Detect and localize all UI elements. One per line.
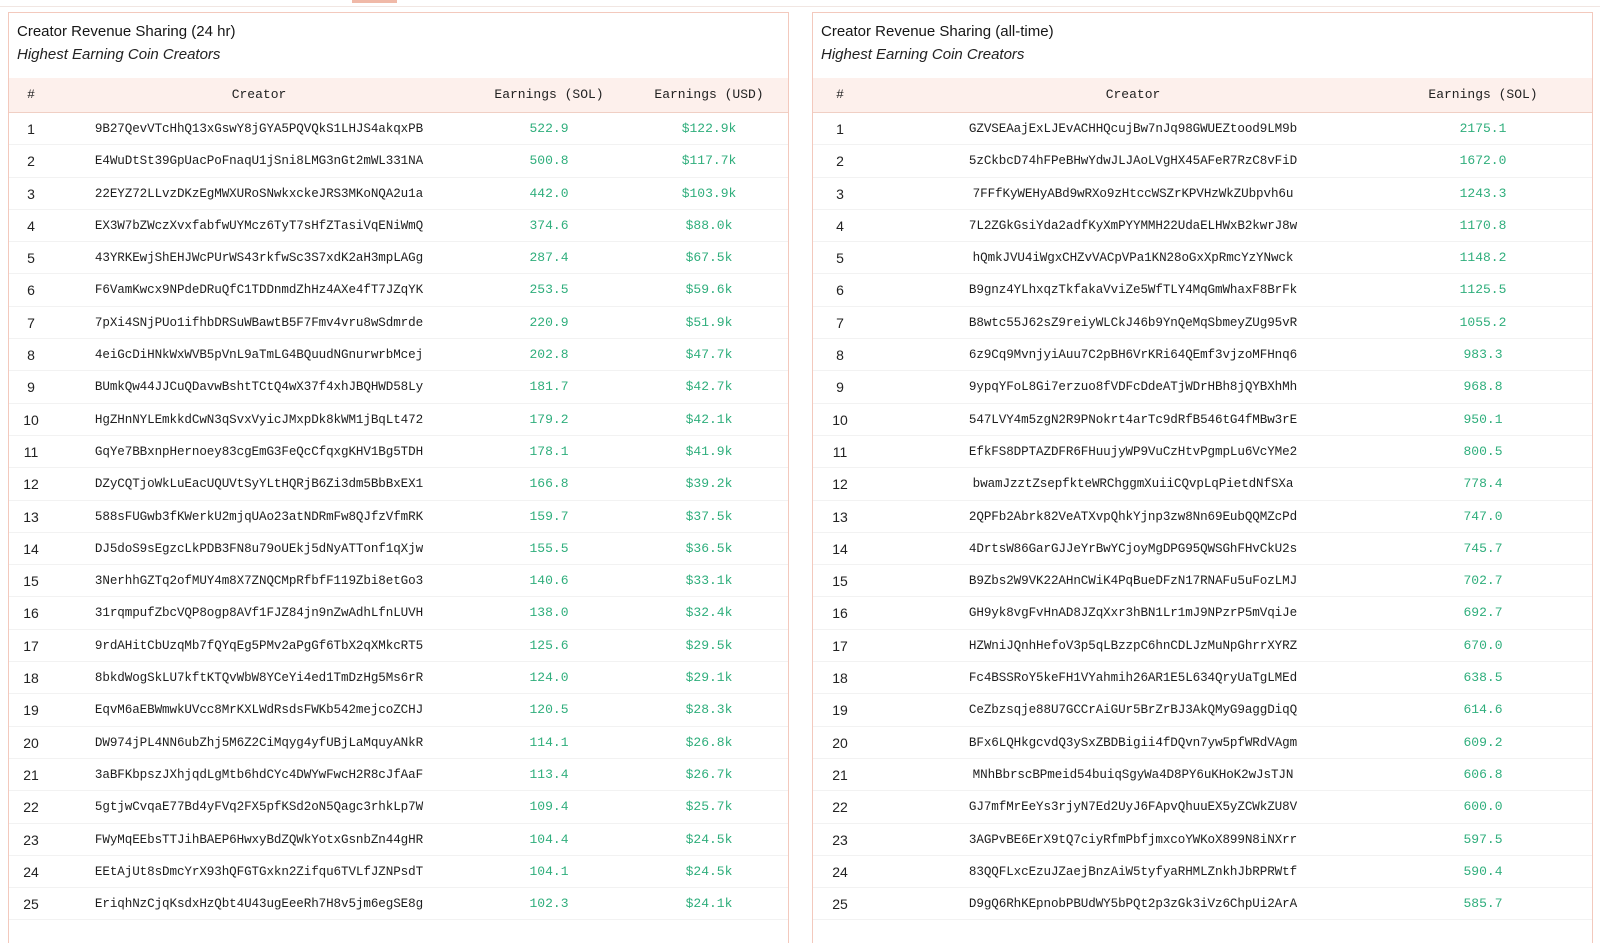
rank-cell: 3 xyxy=(836,185,844,202)
table-row[interactable] xyxy=(813,468,1592,500)
earnings-usd-cell: $29.1k xyxy=(685,670,733,686)
rank-cell: 11 xyxy=(23,443,39,460)
table-header xyxy=(9,78,788,113)
rank-cell: 17 xyxy=(832,637,848,654)
table-row[interactable] xyxy=(9,274,788,306)
earnings-sol-cell: 113.4 xyxy=(529,766,569,782)
earnings-sol-cell: 179.2 xyxy=(529,411,569,427)
creator-address-cell[interactable]: 588sFUGwb3fKWerkU2mjqUAo23atNDRmFw8QJfzVfmRK xyxy=(94,509,424,524)
table-row[interactable] xyxy=(9,856,788,888)
table-row[interactable] xyxy=(813,888,1592,920)
rank-cell: 2 xyxy=(836,153,844,170)
creator-address-cell[interactable]: GH9yk8vgFvHnAD8JZqXxr3hBN1Lr1mJ9NPzrP5mVqiJe xyxy=(968,606,1298,621)
rank-cell: 14 xyxy=(23,540,39,557)
table-row[interactable] xyxy=(813,824,1592,856)
table-row[interactable] xyxy=(813,274,1592,306)
table-row[interactable] xyxy=(813,856,1592,888)
rank-cell: 5 xyxy=(27,250,35,267)
earnings-usd-cell: $59.6k xyxy=(685,282,733,298)
rank-cell: 1 xyxy=(27,121,35,137)
table-row[interactable] xyxy=(813,662,1592,694)
creator-address-cell[interactable]: GZVSEAajExLJEvACHHQcujBw7nJq98GWUEZtood9LM9b xyxy=(968,122,1298,136)
rank-cell: 3 xyxy=(27,185,35,202)
earnings-usd-cell: $51.9k xyxy=(685,314,733,330)
rank-cell: 10 xyxy=(832,411,848,428)
panel-subtitle: Highest Earning Coin Creators xyxy=(17,46,221,63)
table-row[interactable] xyxy=(9,371,788,403)
creator-address-cell[interactable]: B9Zbs2W9VK22AHnCWiK4PqBueDFzN17RNAFu5uFozLMJ xyxy=(968,574,1298,589)
table-row[interactable] xyxy=(9,307,788,339)
table-row[interactable] xyxy=(9,533,788,565)
earnings-sol-cell: 104.1 xyxy=(529,863,569,879)
table-row[interactable] xyxy=(813,597,1592,629)
creator-address-cell[interactable]: bwamJzztZsepfkteWRChggmXuiiCQvpLqPietdNfSXa xyxy=(972,477,1294,492)
earnings-sol-cell: 585.7 xyxy=(1463,896,1503,912)
table-row[interactable] xyxy=(813,339,1592,371)
earnings-usd-cell: $28.3k xyxy=(685,702,733,718)
creator-address-cell[interactable]: FWyMqEEbsTTJihBAEP6HwxyBdZQWkYotxGsnbZn44gHR xyxy=(94,832,424,847)
earnings-usd-cell: $26.8k xyxy=(685,734,733,750)
earnings-sol-cell: 120.5 xyxy=(529,702,569,718)
table-row[interactable] xyxy=(9,662,788,694)
earnings-sol-cell: 614.6 xyxy=(1463,702,1503,718)
rank-cell: 4 xyxy=(27,217,35,234)
earnings-sol-cell: 140.6 xyxy=(529,573,569,589)
table-row[interactable] xyxy=(9,888,788,920)
rank-cell: 25 xyxy=(23,896,39,913)
creator-address-cell[interactable]: 5zCkbcD74hFPeBHwYdwJLJAoLVgHX45AFeR7RzC8vFiD xyxy=(968,154,1298,169)
table-row[interactable] xyxy=(9,694,788,726)
table-row[interactable] xyxy=(813,178,1592,210)
rank-cell: 23 xyxy=(23,831,39,848)
rank-cell: 24 xyxy=(23,863,39,880)
earnings-sol-cell: 114.1 xyxy=(529,734,569,750)
table-row[interactable] xyxy=(813,210,1592,242)
creator-address-cell[interactable]: 4DrtsW86GarGJJeYrBwYCjoyMgDPG95QWSGhFHvCkU2s xyxy=(968,541,1298,556)
rank-cell: 2 xyxy=(27,153,35,170)
creator-address-cell[interactable]: 3AGPvBE6ErX9tQ7ciyRfmPbfjmxcoYWKoX899N8iNXrr xyxy=(968,832,1298,847)
rank-cell: 7 xyxy=(836,314,844,331)
creator-address-cell[interactable]: DZyCQTjoWkLuEacUQUVtSyYLtHQRjB6Zi3dm5BbBxEX1 xyxy=(94,477,424,492)
rank-cell: 15 xyxy=(832,573,848,590)
earnings-usd-cell: $26.7k xyxy=(685,766,733,782)
rank-cell: 4 xyxy=(836,217,844,234)
table-row[interactable] xyxy=(813,565,1592,597)
creator-address-cell[interactable]: MNhBbrscBPmeid54buiqSgyWa4D8PY6uKHoK2wJsTJN xyxy=(972,767,1294,782)
rank-cell: 20 xyxy=(23,734,39,751)
rank-cell: 14 xyxy=(832,540,848,557)
rank-cell: 6 xyxy=(27,282,35,299)
rank-cell: 22 xyxy=(23,799,39,816)
table-row[interactable] xyxy=(813,630,1592,662)
earnings-sol-cell: 178.1 xyxy=(529,443,569,459)
table-row[interactable] xyxy=(813,371,1592,403)
rank-cell: 21 xyxy=(23,766,39,783)
earnings-sol-cell: 1170.8 xyxy=(1459,217,1507,233)
table-row[interactable] xyxy=(9,145,788,177)
table-row[interactable] xyxy=(9,210,788,242)
earnings-sol-cell: 745.7 xyxy=(1463,540,1503,556)
table-row[interactable] xyxy=(9,113,788,145)
earnings-sol-cell: 202.8 xyxy=(529,347,569,363)
rank-cell: 7 xyxy=(27,314,35,331)
panel-title: Creator Revenue Sharing (all-time) xyxy=(821,23,1054,40)
earnings-sol-cell: 102.3 xyxy=(529,896,569,912)
creator-address-cell[interactable]: D9gQ6RhKEpnobPBUdWY5bPQt2p3zGk3iVz6ChpUi2ArA xyxy=(968,897,1298,912)
earnings-sol-cell: 522.9 xyxy=(529,121,569,136)
creator-address-cell[interactable]: 547LVY4m5zgN2R9PNokrt4arTc9dRfB546tG4fMBw3rE xyxy=(968,412,1298,427)
rank-cell: 20 xyxy=(832,734,848,751)
earnings-sol-cell: 638.5 xyxy=(1463,670,1503,686)
table-row[interactable] xyxy=(9,178,788,210)
column-header-earnings-sol[interactable]: Earnings (SOL) xyxy=(494,87,604,102)
table-row[interactable] xyxy=(9,597,788,629)
earnings-sol-cell: 968.8 xyxy=(1463,379,1503,395)
panel-title: Creator Revenue Sharing (24 hr) xyxy=(17,23,236,40)
earnings-usd-cell: $24.5k xyxy=(685,863,733,879)
earnings-sol-cell: 125.6 xyxy=(529,637,569,653)
creator-address-cell[interactable]: 7FFfKyWEHyABd9wRXo9zHtccWSZrKPVHzWkZUbpvh6u xyxy=(972,186,1294,201)
rank-cell: 8 xyxy=(836,347,844,364)
creator-address-cell[interactable]: F6VamKwcx9NPdeDRuQfC1TDDnmdZhHz4AXe4fT7JZqYK xyxy=(94,283,424,298)
earnings-usd-cell: $42.7k xyxy=(685,379,733,395)
earnings-usd-cell: $103.9k xyxy=(681,185,737,201)
table-row[interactable] xyxy=(813,501,1592,533)
rank-cell: 15 xyxy=(23,573,39,590)
earnings-sol-cell: 609.2 xyxy=(1463,734,1503,750)
earnings-sol-cell: 2175.1 xyxy=(1459,121,1507,136)
creator-address-cell[interactable]: B9gnz4YLhxqzTkfakaVviZe5WfTLY4MqGmWhaxF8BrFk xyxy=(968,283,1298,298)
creator-address-cell[interactable]: 4eiGcDiHNkWxWVB5pVnL9aTmLG4BQuudNGnurwrbMcej xyxy=(94,348,424,363)
creator-address-cell[interactable]: HgZHnNYLEmkkdCwN3qSvxVyicJMxpDk8kWM1jBqLt472 xyxy=(94,412,424,427)
table-row[interactable] xyxy=(9,436,788,468)
rank-cell: 13 xyxy=(832,508,848,525)
top-accent-bar xyxy=(352,0,397,3)
earnings-sol-cell: 590.4 xyxy=(1463,863,1503,879)
creator-address-cell[interactable]: B8wtc55J62sZ9reiyWLCkJ46b9YnQeMqSbmeyZUg95vR xyxy=(968,315,1298,330)
earnings-sol-cell: 109.4 xyxy=(529,799,569,815)
column-header-earnings-sol[interactable]: Earnings (SOL) xyxy=(1428,87,1538,102)
earnings-usd-cell: $29.5k xyxy=(685,637,733,653)
earnings-sol-cell: 1243.3 xyxy=(1459,185,1507,201)
rank-cell: 12 xyxy=(832,476,848,493)
earnings-usd-cell: $47.7k xyxy=(685,347,733,363)
table-body xyxy=(9,113,788,920)
earnings-sol-cell: 124.0 xyxy=(529,670,569,686)
table-row[interactable] xyxy=(9,339,788,371)
table-row[interactable] xyxy=(813,307,1592,339)
earnings-sol-cell: 374.6 xyxy=(529,217,569,233)
earnings-sol-cell: 606.8 xyxy=(1463,766,1503,782)
rank-cell: 23 xyxy=(832,831,848,848)
creator-address-cell[interactable]: 9rdAHitCbUzqMb7fQYqEg5PMv2aPgGf6TbX2qXMkcRT5 xyxy=(94,638,424,653)
creator-address-cell[interactable]: EqvM6aEBWmwkUVcc8MrKXLWdRsdsFWKb542mejcoZCHJ xyxy=(94,703,424,718)
creator-address-cell[interactable]: 22EYZ72LLvzDKzEgMWXURoSNwkxckeJRS3MKoNQA2u1a xyxy=(94,186,424,201)
earnings-usd-cell: $117.7k xyxy=(681,153,737,169)
creator-address-cell[interactable]: GqYe7BBxnpHernoey83cgEmG3FeQcCfqxgKHV1Bg5TDH xyxy=(94,444,424,459)
table-body xyxy=(813,113,1592,920)
creator-address-cell[interactable]: 3NerhhGZTq2ofMUY4m8X7ZNQCMpRfbfF119Zbi8etGo3 xyxy=(94,574,424,589)
rank-cell: 16 xyxy=(832,605,848,622)
earnings-usd-cell: $37.5k xyxy=(685,508,733,524)
creator-address-cell[interactable]: 7L2ZGkGsiYda2adfKyXmPYYMMH22UdaELHWxB2kwrJ8w xyxy=(968,218,1298,233)
table-row[interactable] xyxy=(9,727,788,759)
rank-cell: 6 xyxy=(836,282,844,299)
rank-cell: 24 xyxy=(832,863,848,880)
table-row[interactable] xyxy=(813,791,1592,823)
earnings-usd-cell: $33.1k xyxy=(685,573,733,589)
earnings-usd-cell: $24.1k xyxy=(685,896,733,912)
column-header-creator[interactable]: Creator xyxy=(231,87,287,102)
earnings-usd-cell: $42.1k xyxy=(685,411,733,427)
rank-cell: 25 xyxy=(832,896,848,913)
earnings-sol-cell: 702.7 xyxy=(1463,573,1503,589)
panel-subtitle: Highest Earning Coin Creators xyxy=(821,46,1025,63)
earnings-usd-cell: $32.4k xyxy=(685,605,733,621)
creator-address-cell[interactable]: Fc4BSSRoY5keFH1VYahmih26AR1E5L634QryUaTgLMEd xyxy=(968,671,1298,686)
creator-address-cell[interactable]: EriqhNzCjqKsdxHzQbt4U43ugEeeRh7H8v5jm6egSE8g xyxy=(94,897,424,912)
earnings-sol-cell: 670.0 xyxy=(1463,637,1503,653)
creator-address-cell[interactable]: 2QPFb2Abrk82VeATXvpQhkYjnp3zw8Nn69EubQQMZcPd xyxy=(968,509,1298,524)
creator-address-cell[interactable]: BFx6LQHkgcvdQ3ySxZBDBigii4fDQvn7yw5pfWRdVAgm xyxy=(968,735,1298,750)
rank-cell: 9 xyxy=(836,379,844,396)
rank-cell: 8 xyxy=(27,347,35,364)
earnings-sol-cell: 778.4 xyxy=(1463,476,1503,492)
earnings-sol-cell: 155.5 xyxy=(529,540,569,556)
earnings-usd-cell: $25.7k xyxy=(685,799,733,815)
creator-address-cell[interactable]: 6z9Cq9MvnjyiAuu7C2pBH6VrKRi64QEmf3vjzoMFHnq6 xyxy=(968,348,1298,363)
earnings-sol-cell: 442.0 xyxy=(529,185,569,201)
table-row[interactable] xyxy=(813,694,1592,726)
creator-address-cell[interactable]: EfkFS8DPTAZDFR6FHuujyWP9VuCzHtvPgmpLu6VcYMe2 xyxy=(968,444,1298,459)
panel-creator-revenue-24h xyxy=(8,12,789,943)
table-header xyxy=(813,78,1592,113)
earnings-sol-cell: 800.5 xyxy=(1463,443,1503,459)
creator-address-cell[interactable]: HZWniJQnhHefoV3p5qLBzzpC6hnCDLJzMuNpGhrrXYRZ xyxy=(968,638,1298,653)
creator-address-cell[interactable]: hQmkJVU4iWgxCHZvVACpVPa1KN28oGxXpRmcYzYNwck xyxy=(972,251,1294,266)
table-row[interactable] xyxy=(813,533,1592,565)
rank-cell: 12 xyxy=(23,476,39,493)
earnings-sol-cell: 166.8 xyxy=(529,476,569,492)
column-header-earnings-usd[interactable]: Earnings (USD) xyxy=(654,87,764,102)
creator-address-cell[interactable]: 83QQFLxcEzuJZaejBnzAiW5tyfyaRHMLZnkhJbRPRWtf xyxy=(968,864,1298,879)
table-row[interactable] xyxy=(9,242,788,274)
earnings-sol-cell: 104.4 xyxy=(529,831,569,847)
rank-cell: 5 xyxy=(836,250,844,267)
table-row[interactable] xyxy=(813,404,1592,436)
creator-address-cell[interactable]: GJ7mfMrEeYs3rjyN7Ed2UyJ6FApvQhuuEX5yZCWkZU8V xyxy=(968,800,1298,815)
rank-cell: 19 xyxy=(23,702,39,719)
earnings-sol-cell: 220.9 xyxy=(529,314,569,330)
creator-address-cell[interactable]: E4WuDtSt39GpUacPoFnaqU1jSni8LMG3nGt2mWL331NA xyxy=(94,154,424,169)
earnings-usd-cell: $88.0k xyxy=(685,217,733,233)
creator-address-cell[interactable]: DW974jPL4NN6ubZhj5M6Z2CiMqyg4yfUBjLaMquyANkR xyxy=(94,735,424,750)
earnings-sol-cell: 983.3 xyxy=(1463,347,1503,363)
table-row[interactable] xyxy=(813,242,1592,274)
earnings-usd-cell: $36.5k xyxy=(685,540,733,556)
rank-cell: 1 xyxy=(836,121,844,137)
earnings-usd-cell: $122.9k xyxy=(681,121,737,136)
earnings-sol-cell: 500.8 xyxy=(529,153,569,169)
creator-address-cell[interactable]: CeZbzsqje88U7GCCrAiGUr5BrZrBJ3AkQMyG9aggDiqQ xyxy=(968,703,1298,718)
earnings-sol-cell: 287.4 xyxy=(529,250,569,266)
table-row[interactable] xyxy=(813,436,1592,468)
earnings-sol-cell: 1125.5 xyxy=(1459,282,1507,298)
column-header-creator[interactable]: Creator xyxy=(1105,87,1161,102)
earnings-sol-cell: 950.1 xyxy=(1463,411,1503,427)
earnings-sol-cell: 1055.2 xyxy=(1459,314,1507,330)
table-row[interactable] xyxy=(9,501,788,533)
table-row[interactable] xyxy=(813,727,1592,759)
table-row[interactable] xyxy=(813,113,1592,145)
column-header-rank[interactable]: # xyxy=(27,87,35,102)
table-row[interactable] xyxy=(9,824,788,856)
creator-address-cell[interactable]: 31rqmpufZbcVQP8ogp8AVf1FJZ84jn9nZwAdhLfnLUVH xyxy=(94,606,424,621)
earnings-sol-cell: 1672.0 xyxy=(1459,153,1507,169)
earnings-sol-cell: 138.0 xyxy=(529,605,569,621)
table-row[interactable] xyxy=(9,759,788,791)
earnings-sol-cell: 1148.2 xyxy=(1459,250,1507,266)
creator-address-cell[interactable]: DJ5doS9sEgzcLkPDB3FN8u79oUEkj5dNyATTonf1qXjw xyxy=(94,541,424,556)
rank-cell: 10 xyxy=(23,411,39,428)
creator-address-cell[interactable]: BUmkQw44JJCuQDavwBshtTCtQ4wX37f4xhJBQHWD58Ly xyxy=(94,380,424,395)
creator-address-cell[interactable]: 9ypqYFoL8Gi7erzuo8fVDFcDdeATjWDrHBh8jQYBXhMh xyxy=(968,380,1298,395)
earnings-sol-cell: 159.7 xyxy=(529,508,569,524)
creator-address-cell[interactable]: EX3W7bZWczXvxfabfwUYMcz6TyT7sHfZTasiVqENiWmQ xyxy=(94,218,424,233)
earnings-sol-cell: 600.0 xyxy=(1463,799,1503,815)
creator-address-cell[interactable]: EEtAjUt8sDmcYrX93hQFGTGxkn2Zifqu6TVLfJZNPsdT xyxy=(94,864,424,879)
rank-cell: 17 xyxy=(23,637,39,654)
rank-cell: 16 xyxy=(23,605,39,622)
earnings-usd-cell: $41.9k xyxy=(685,443,733,459)
earnings-sol-cell: 692.7 xyxy=(1463,605,1503,621)
rank-cell: 18 xyxy=(832,670,848,687)
rank-cell: 13 xyxy=(23,508,39,525)
rank-cell: 22 xyxy=(832,799,848,816)
creator-address-cell[interactable]: 8bkdWogSkLU7kftKTQvWbW8YCeYi4ed1TmDzHg5Ms6rR xyxy=(94,671,424,686)
rank-cell: 19 xyxy=(832,702,848,719)
earnings-sol-cell: 181.7 xyxy=(529,379,569,395)
earnings-sol-cell: 747.0 xyxy=(1463,508,1503,524)
table-row[interactable] xyxy=(9,565,788,597)
creator-address-cell[interactable]: 43YRKEwjShEHJWcPUrWS43rkfwSc3S7xdK2aH3mpLAGg xyxy=(94,251,424,266)
rank-cell: 21 xyxy=(832,766,848,783)
table-row[interactable] xyxy=(9,630,788,662)
creator-address-cell[interactable]: 9B27QevVTcHhQ13xGswY8jGYA5PQVQkS1LHJS4akqxPB xyxy=(94,122,424,136)
earnings-usd-cell: $39.2k xyxy=(685,476,733,492)
rank-cell: 11 xyxy=(832,443,848,460)
earnings-sol-cell: 253.5 xyxy=(529,282,569,298)
column-header-rank[interactable]: # xyxy=(836,87,844,102)
creator-address-cell[interactable]: 3aBFKbpszJXhjqdLgMtb6hdCYc4DWYwFwcH2R8cJfAaF xyxy=(94,767,424,782)
table-row[interactable] xyxy=(9,791,788,823)
creator-address-cell[interactable]: 7pXi4SNjPUo1ifhbDRSuWBawtB5F7Fmv4vru8wSdmrde xyxy=(94,315,424,330)
earnings-sol-cell: 597.5 xyxy=(1463,831,1503,847)
table-row[interactable] xyxy=(9,468,788,500)
creator-address-cell[interactable]: 5gtjwCvqaE77Bd4yFVq2FX5pfKSd2oN5Qagc3rhkLp7W xyxy=(94,800,424,815)
table-row[interactable] xyxy=(9,404,788,436)
earnings-usd-cell: $67.5k xyxy=(685,250,733,266)
rank-cell: 18 xyxy=(23,670,39,687)
rank-cell: 9 xyxy=(27,379,35,396)
table-row[interactable] xyxy=(813,145,1592,177)
table-row[interactable] xyxy=(813,759,1592,791)
top-divider xyxy=(0,6,1600,7)
panel-creator-revenue-all-time xyxy=(812,12,1593,943)
earnings-usd-cell: $24.5k xyxy=(685,831,733,847)
